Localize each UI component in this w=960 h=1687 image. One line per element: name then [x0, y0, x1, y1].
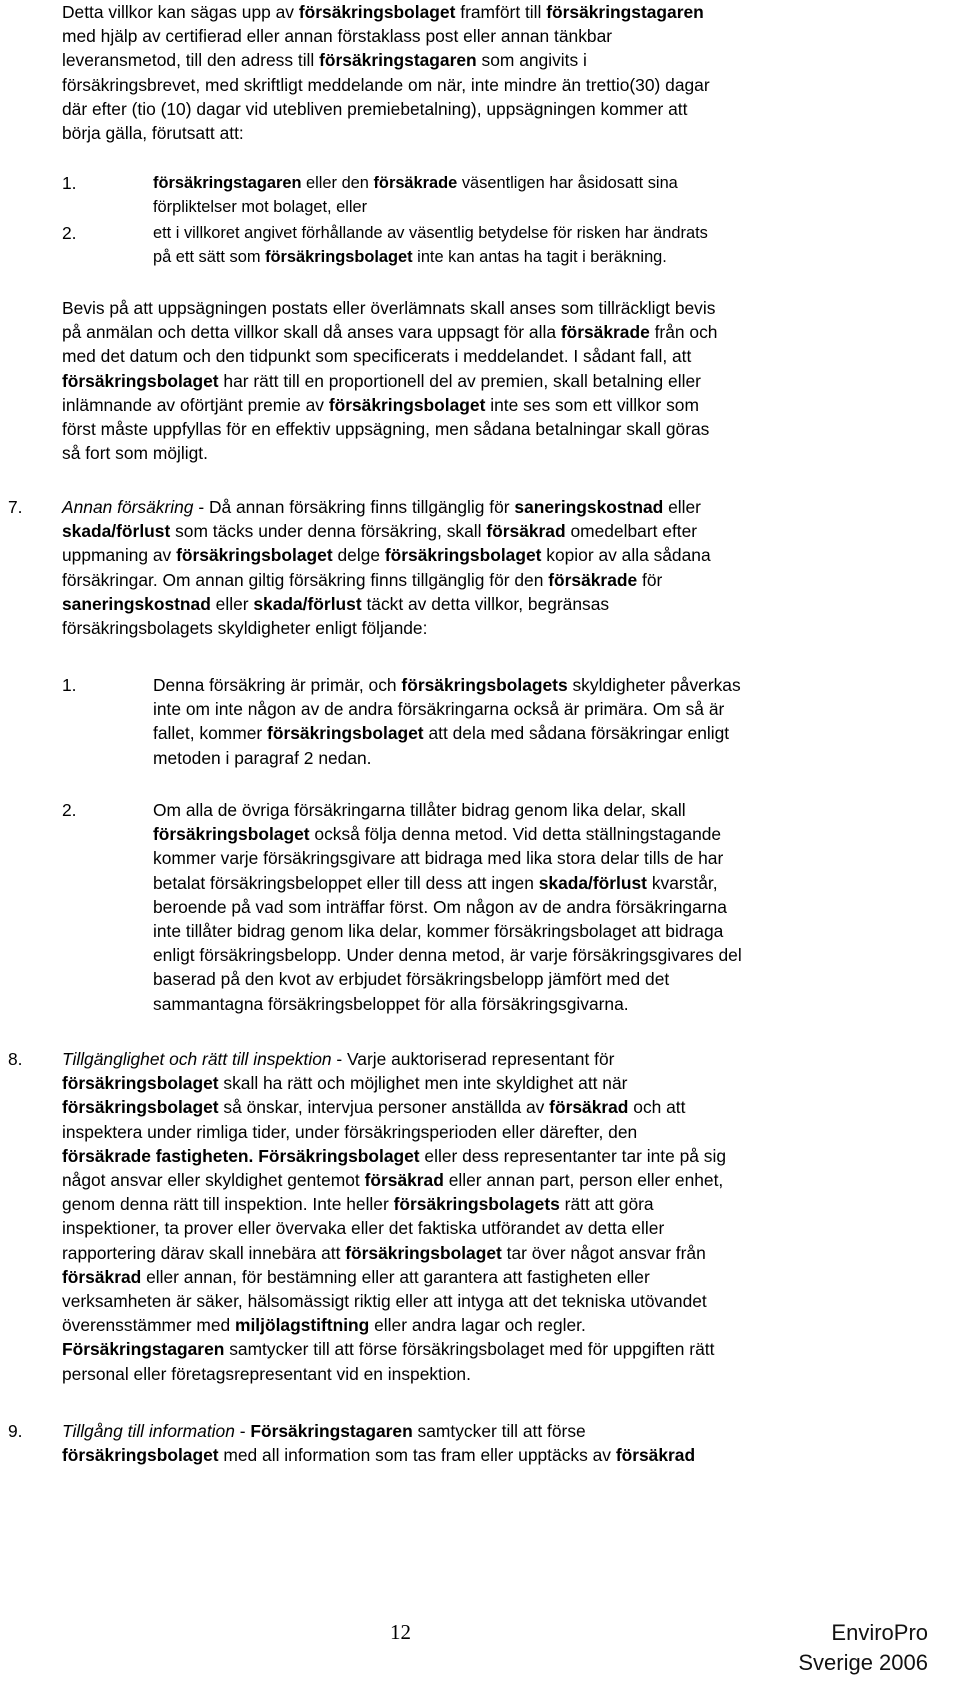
- section-7-paragraph: Annan försäkring - Då annan försäkring finns tillgänglig för saneringskostnad eller skada/förlust som täcks under denna försäkring, skall försäkrad omedelbart efter uppmaning av försäkringsbolaget delge försäkringsbolaget kopior av alla sådana försäkringar. Om annan giltig försäkring finns tillgänglig för den försäkrade för saneringskostnad eller skada/förlust täckt av detta villkor, begränsas försäkringsbolagets skyldigheter enligt följande:: [62, 497, 711, 639]
- list-number: 1.: [62, 173, 77, 193]
- footer-brand: [798, 1618, 928, 1678]
- text-line: där efter (tio (10) dagar vid utebliven premiebetalning), uppsägningen kommer att: [62, 98, 688, 119]
- section-number: 7.: [8, 497, 23, 517]
- section-8-paragraph: Tillgänglighet och rätt till inspektion - Varje auktoriserad representant för försäkringsbolaget skall ha rätt och möjlighet men inte skyldighet att när försäkringsbolaget så önskar, intervjua personer anställda av försäkrad och att inspektera under rimliga tider, under försäkringsperioden eller därefter, den försäkrade fastigheten. Försäkringsbolaget eller dess representanter tar inte på sig något ansvar eller skyldighet gentemot försäkrad eller annan part, person eller enhet, genom denna rätt till inspektion. Inte heller försäkringsbolagets rätt att göra inspektioner, ta prover eller övervaka eller det faktiska utförandet av detta eller rapportering därav skall innebära att försäkringsbolaget tar över något ansvar från försäkrad eller annan, för bestämning eller att garantera att fastigheten eller verksamheten är säker, hälsomässigt riktig eller att intyga att det tekniska utövandet överensstämmer med miljölagstiftning eller andra lagar och regler. Försäkringstagaren samtycker till att förse försäkringsbolaget med för uppgiften rätt personal eller företagsrepresentant vid en inspektion.: [62, 1049, 727, 1384]
- text-line: försäkringsbrevet, med skriftligt meddelande om när, inte mindre än trettio(30) dagar: [62, 74, 710, 95]
- section-number: 8.: [8, 1049, 23, 1069]
- section-number: 9.: [8, 1421, 23, 1441]
- list-item: Om alla de övriga försäkringarna tillåter bidrag genom lika delar, skall försäkringsbolaget också följa denna metod. Vid detta ställningstagande kommer varje försäkringsgivare att bidraga med lika stora delar tills de har betalat försäkringsbeloppet eller till dess att ingen skada/förlust kvarstår, beroende på vad som inträffar först. Om någon av de andra försäkringarna inte tillåter bidrag genom lika delar, kommer försäkringsbolaget att bidraga enligt försäkringsbelopp. Under denna metod, är varje försäkringsgivares del baserad på den kvot av erbjudet försäkringsbelopp jämfört med det sammantagna försäkringsbeloppet för alla försäkringsgivarna.: [153, 800, 742, 1014]
- list-item: ett i villkoret angivet förhållande av väsentlig betydelse för risken har ändrats på ett sätt som försäkringsbolaget inte kan antas ha tagit i beräkning.: [153, 224, 708, 266]
- text-line: Detta villkor kan sägas upp av försäkringsbolaget framfört till försäkringstagaren: [62, 2, 704, 22]
- proof-paragraph: Bevis på att uppsägningen postats eller överlämnats skall anses som tillräckligt bevis på anmälan och detta villkor skall då anses vara uppsagt för alla försäkrade från och med det datum och den tidpunkt som specificerats i meddelandet. I sådant fall, att försäkringsbolaget har rätt till en proportionell del av premien, skall betalning eller inlämnande av oförtjänt premie av försäkringsbolaget inte ses som ett villkor som först måste uppfyllas för en effektiv uppsägning, men sådana betalningar skall göras så fort som möjligt.: [62, 298, 718, 464]
- footer-brand-name: EnviroPro: [831, 1620, 928, 1645]
- list-item: försäkringstagaren eller den försäkrade väsentligen har åsidosatt sina förpliktelser mot bolaget, eller: [153, 174, 678, 216]
- page-number: 12: [390, 1620, 411, 1644]
- text-line: med hjälp av certifierad eller annan förstaklass post eller annan tänkbar: [62, 26, 613, 47]
- text-line: börja gälla, förutsatt att:: [62, 123, 244, 144]
- section-title: Annan försäkring: [62, 497, 194, 517]
- section-title: Tillgång till information: [62, 1421, 235, 1441]
- list-number: 1.: [62, 675, 77, 695]
- footer-brand-year: Sverige 2006: [798, 1650, 928, 1675]
- section-title: Tillgänglighet och rätt till inspektion: [62, 1049, 332, 1069]
- list-number: 2.: [62, 800, 77, 820]
- intro-paragraph: [62, 0, 942, 145]
- list-number: 2.: [62, 223, 77, 243]
- list-item: Denna försäkring är primär, och försäkringsbolagets skyldigheter påverkas inte om inte någon av de andra försäkringarna också är primära. Om så är fallet, kommer försäkringsbolaget att dela med sådana försäkringar enligt metoden i paragraf 2 nedan.: [153, 675, 741, 768]
- text-line: leveransmetod, till den adress till försäkringstagaren som angivits i: [62, 50, 587, 71]
- section-9-paragraph: Tillgång till information - Försäkringstagaren samtycker till att förse försäkringsbolaget med all information som tas fram eller upptäcks av försäkrad: [62, 1421, 696, 1466]
